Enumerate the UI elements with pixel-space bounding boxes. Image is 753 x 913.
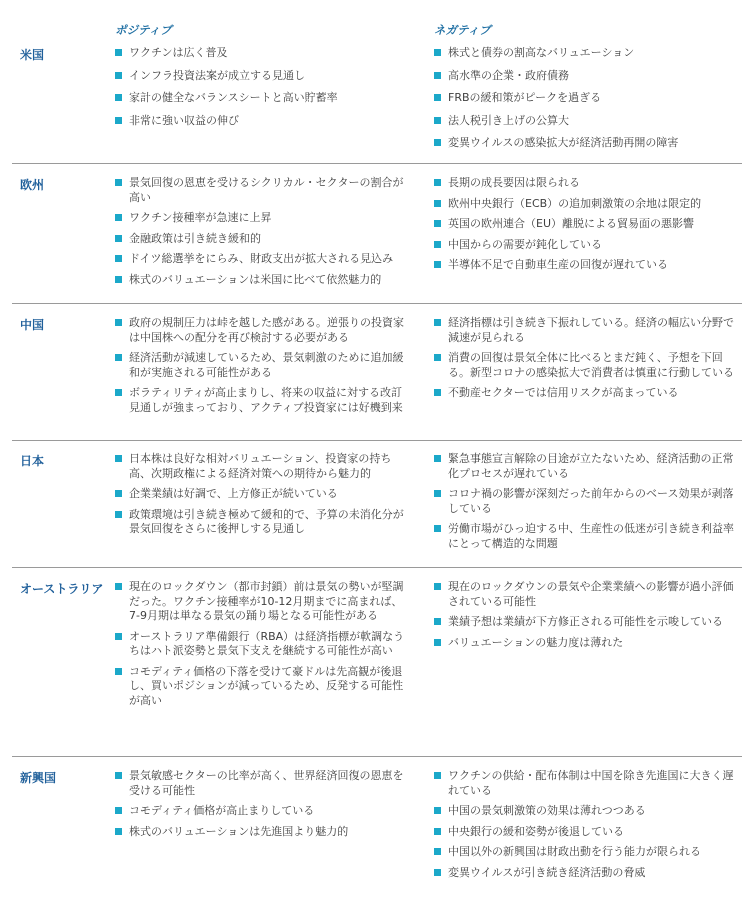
square-bullet-icon	[115, 117, 122, 124]
square-bullet-icon	[434, 455, 441, 462]
negative-factor-text: 欧州中央銀行（ECB）の追加刺激策の余地は限定的	[448, 196, 702, 210]
square-bullet-icon	[115, 511, 122, 518]
negative-factor-text: 中国以外の新興国は財政出動を行う能力が限られる	[448, 845, 701, 858]
positive-factor-item	[115, 114, 407, 129]
negative-factor-text: 中国からの需要が鈍化している	[448, 237, 602, 251]
positive-factor-item	[115, 351, 407, 380]
square-bullet-icon	[115, 490, 122, 497]
negative-factor-item	[434, 217, 742, 232]
region-label: 米国	[20, 48, 45, 62]
negative-factors-list	[434, 580, 742, 656]
region-label: 日本	[20, 454, 45, 468]
negative-factors-list	[434, 769, 742, 886]
positive-factors-list	[115, 46, 407, 136]
positive-factor-item	[115, 452, 407, 481]
positive-factors-list	[115, 580, 407, 714]
positive-factor-text: 景気敏感セクターの比率が高く、世界経済回復の恩恵を受ける可能性	[129, 769, 404, 797]
positive-factors-list	[115, 176, 407, 293]
negative-factor-item	[434, 866, 742, 881]
negative-factor-item	[434, 769, 742, 798]
negative-factor-text: 消費の回復は景気全体に比べるとまだ鈍く、予想を下回る。新型コロナの感染拡大で消費者は慎重に行動している	[448, 351, 734, 379]
square-bullet-icon	[434, 583, 441, 590]
row-divider	[12, 440, 742, 441]
negative-factor-text: 緊急事態宣言解除の目途が立たないため、経済活動の正常化プロセスが遅れている	[448, 452, 734, 480]
negative-factor-text: 変異ウイルスの感染拡大が経済活動再開の障害	[448, 136, 679, 149]
square-bullet-icon	[434, 72, 441, 79]
positive-factor-text: オーストラリア準備銀行（RBA）は経済指標が軟調なうちはハト派姿勢と景気下支えを継続する可能性が高い	[129, 629, 405, 657]
positive-factor-text: ワクチン接種率が急速に上昇	[129, 211, 272, 224]
positive-factor-item	[115, 804, 407, 819]
negative-factor-text: バリュエーションの魅力度は薄れた	[448, 635, 624, 649]
positive-factor-text: 経済活動が減速しているため、景気刺激のために追加緩和が実施される可能性がある	[129, 351, 404, 379]
positive-factor-item	[115, 630, 407, 659]
positive-factor-item	[115, 273, 407, 288]
positive-factor-text: 株式のバリュエーションは先進国より魅力的	[129, 824, 349, 838]
square-bullet-icon	[115, 255, 122, 262]
positive-factor-text: 企業業績は好調で、上方修正が続いている	[129, 487, 338, 500]
negative-factor-text: 半導体不足で自動車生産の回復が遅れている	[448, 258, 668, 271]
positive-factor-item	[115, 487, 407, 502]
region-label: 欧州	[20, 178, 45, 192]
positive-factor-item	[115, 232, 407, 247]
negative-factor-text: 株式と債券の割高なバリュエーション	[448, 46, 635, 59]
negative-factor-item	[434, 487, 742, 516]
square-bullet-icon	[434, 389, 441, 396]
square-bullet-icon	[434, 490, 441, 497]
positive-factor-item	[115, 665, 407, 709]
square-bullet-icon	[434, 354, 441, 361]
square-bullet-icon	[434, 807, 441, 814]
row-divider	[12, 163, 742, 164]
negative-column-header: ネガティブ	[434, 23, 491, 37]
square-bullet-icon	[115, 807, 122, 814]
positive-factor-text: 日本株は良好な相対バリュエーション、投資家の持ち高、次期政権による経済対策への期待から魅力的	[129, 452, 392, 480]
square-bullet-icon	[115, 633, 122, 640]
negative-factor-text: 中央銀行の緩和姿勢が後退している	[448, 824, 624, 838]
positive-factor-text: 政策環境は引き続き極めて緩和的で、予算の未消化分が景気回復をさらに後押しする見通し	[129, 507, 404, 535]
positive-factor-item	[115, 69, 407, 84]
square-bullet-icon	[115, 235, 122, 242]
positive-factor-text: インフラ投資法案が成立する見通し	[129, 68, 305, 82]
negative-factor-text: 変異ウイルスが引き続き経済活動の脅威	[448, 865, 646, 879]
negative-factor-item	[434, 69, 742, 84]
negative-factors-list	[434, 46, 742, 159]
positive-factor-item	[115, 386, 407, 415]
negative-factor-text: 業績予想は業績が下方修正される可能性を示唆している	[448, 615, 723, 628]
negative-factor-text: FRBの緩和策がピークを過ぎる	[448, 91, 602, 104]
positive-factor-item	[115, 91, 407, 106]
square-bullet-icon	[434, 869, 441, 876]
positive-factors-list	[115, 769, 407, 845]
positive-factor-text: 非常に強い収益の伸び	[129, 113, 239, 127]
positive-factor-item	[115, 825, 407, 840]
negative-factor-item	[434, 91, 742, 106]
negative-factor-item	[434, 46, 742, 61]
positive-factor-item	[115, 580, 407, 624]
negative-factor-item	[434, 615, 742, 630]
negative-factor-text: 不動産セクターでは信用リスクが高まっている	[448, 386, 679, 399]
region-label: オーストラリア	[20, 582, 104, 596]
square-bullet-icon	[434, 772, 441, 779]
negative-factors-list	[434, 176, 742, 279]
positive-factor-item	[115, 46, 407, 61]
negative-factor-item	[434, 351, 742, 380]
positive-factor-item	[115, 252, 407, 267]
square-bullet-icon	[434, 179, 441, 186]
negative-factor-text: 現在のロックダウンの景気や企業業績への影響が過小評価されている可能性	[448, 580, 734, 608]
negative-factor-text: 長期の成長要因は限られる	[448, 176, 580, 189]
negative-factor-text: 高水準の企業・政府債務	[448, 68, 569, 82]
positive-factor-item	[115, 176, 407, 205]
square-bullet-icon	[115, 772, 122, 779]
square-bullet-icon	[115, 455, 122, 462]
negative-factor-item	[434, 580, 742, 609]
square-bullet-icon	[115, 583, 122, 590]
square-bullet-icon	[434, 319, 441, 326]
positive-factor-text: 株式のバリュエーションは米国に比べて依然魅力的	[129, 272, 382, 286]
square-bullet-icon	[115, 72, 122, 79]
negative-factor-item	[434, 386, 742, 401]
square-bullet-icon	[115, 389, 122, 396]
square-bullet-icon	[434, 618, 441, 625]
negative-factor-text: 法人税引き上げの公算大	[448, 113, 569, 127]
negative-factor-item	[434, 316, 742, 345]
region-label: 新興国	[20, 771, 57, 785]
negative-factor-item	[434, 258, 742, 273]
negative-factor-text: ワクチンの供給・配布体制は中国を除き先進国に大きく遅れている	[448, 769, 734, 797]
negative-factor-text: 経済指標は引き続き下振れしている。経済の幅広い分野で減速が見られる	[448, 316, 734, 344]
negative-factor-item	[434, 804, 742, 819]
square-bullet-icon	[115, 668, 122, 675]
positive-factor-text: 現在のロックダウン（都市封鎖）前は景気の勢いが堅調だった。ワクチン接種率が10-12月期までに高まれば、7-9月期は単なる景気の踊り場となる可能性がある	[129, 580, 404, 622]
negative-factor-text: 労働市場がひっ迫する中、生産性の低迷が引き続き利益率にとって構造的な問題	[448, 522, 734, 550]
row-divider	[12, 567, 742, 568]
positive-factor-text: 家計の健全なバランスシートと高い貯蓄率	[129, 91, 338, 104]
negative-factor-item	[434, 114, 742, 129]
positive-factor-text: 政府の規制圧力は峠を越した感がある。逆張りの投資家は中国株への配分を再び検討する必要がある	[129, 316, 404, 344]
positive-factor-item	[115, 211, 407, 226]
positive-factor-text: 景気回復の恩恵を受けるシクリカル・セクターの割合が高い	[129, 176, 404, 204]
row-divider	[12, 303, 742, 304]
square-bullet-icon	[434, 261, 441, 268]
positive-factor-text: ドイツ総選挙をにらみ、財政支出が拡大される見込み	[129, 252, 394, 265]
negative-factor-text: 中国の景気刺激策の効果は薄れつつある	[448, 804, 646, 817]
square-bullet-icon	[434, 241, 441, 248]
square-bullet-icon	[434, 828, 441, 835]
positive-factor-text: コモディティ価格が高止まりしている	[129, 804, 315, 817]
square-bullet-icon	[434, 94, 441, 101]
positive-factor-item	[115, 508, 407, 537]
square-bullet-icon	[115, 354, 122, 361]
positive-factor-text: 金融政策は引き続き緩和的	[129, 231, 261, 245]
square-bullet-icon	[434, 139, 441, 146]
square-bullet-icon	[434, 525, 441, 532]
negative-factor-item	[434, 238, 742, 253]
negative-factor-item	[434, 136, 742, 151]
negative-factor-item	[434, 845, 742, 860]
positive-factor-item	[115, 316, 407, 345]
positive-factor-text: ワクチンは広く普及	[129, 46, 228, 59]
positive-column-header: ポジティブ	[115, 23, 172, 37]
negative-factor-text: 英国の欧州連合（EU）離脱による貿易面の悪影響	[448, 217, 694, 230]
negative-factor-item	[434, 452, 742, 481]
square-bullet-icon	[115, 828, 122, 835]
square-bullet-icon	[115, 49, 122, 56]
negative-factor-item	[434, 176, 742, 191]
square-bullet-icon	[434, 848, 441, 855]
negative-factor-item	[434, 825, 742, 840]
square-bullet-icon	[434, 200, 441, 207]
square-bullet-icon	[434, 117, 441, 124]
square-bullet-icon	[115, 319, 122, 326]
negative-factor-text: コロナ禍の影響が深刻だった前年からのベース効果が剥落している	[448, 487, 734, 515]
region-label: 中国	[20, 318, 45, 332]
negative-factors-list	[434, 452, 742, 557]
row-divider	[12, 756, 742, 757]
square-bullet-icon	[115, 276, 122, 283]
square-bullet-icon	[115, 179, 122, 186]
negative-factor-item	[434, 197, 742, 212]
positive-factors-list	[115, 316, 407, 421]
negative-factor-item	[434, 636, 742, 651]
negative-factors-list	[434, 316, 742, 407]
positive-factor-text: コモディティ価格の下落を受けて豪ドルは先高観が後退し、買いポジションが減っているため、反発する可能性が高い	[129, 664, 404, 707]
square-bullet-icon	[115, 94, 122, 101]
square-bullet-icon	[434, 639, 441, 646]
positive-factors-list	[115, 452, 407, 543]
positive-factor-item	[115, 769, 407, 798]
square-bullet-icon	[434, 220, 441, 227]
square-bullet-icon	[434, 49, 441, 56]
positive-factor-text: ボラティリティが高止まりし、将来の収益に対する改訂見通しが強まっており、アクティブ投資家には好機到来	[129, 386, 403, 414]
square-bullet-icon	[115, 214, 122, 221]
negative-factor-item	[434, 522, 742, 551]
